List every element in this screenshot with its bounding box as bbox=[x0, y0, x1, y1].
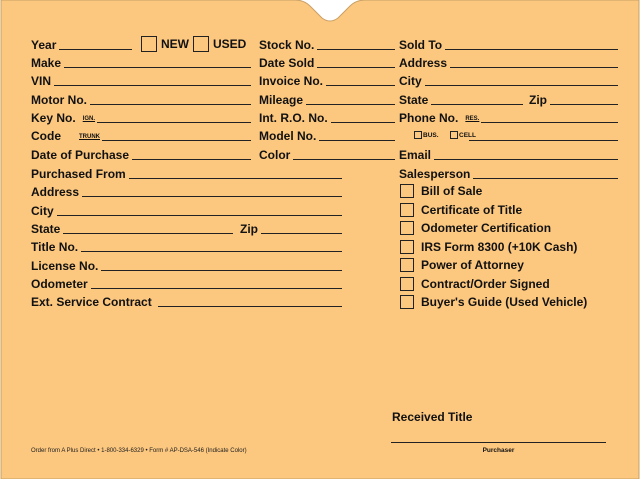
checklist-checkbox[interactable] bbox=[400, 203, 414, 217]
phone-no-field[interactable] bbox=[399, 110, 618, 125]
received-title-heading: Received Title bbox=[392, 410, 473, 424]
stock-no-field[interactable] bbox=[259, 37, 395, 52]
checklist-checkbox[interactable] bbox=[400, 184, 414, 198]
int-ro-no-field[interactable] bbox=[259, 110, 395, 125]
purchased-from-label: Purchased From bbox=[31, 167, 126, 181]
buyer-city-label: City bbox=[399, 74, 422, 88]
cell-checkbox[interactable] bbox=[450, 131, 458, 139]
checklist-label: Certificate of Title bbox=[421, 202, 523, 217]
ext-service-contract-field[interactable] bbox=[31, 294, 342, 309]
checklist-item[interactable] bbox=[400, 294, 587, 309]
key-no-label: Key No. bbox=[31, 111, 76, 125]
sold-to-field[interactable] bbox=[399, 37, 618, 52]
buyer-address-field[interactable] bbox=[399, 55, 618, 70]
new-checkbox[interactable] bbox=[141, 36, 157, 52]
make-label: Make bbox=[31, 56, 62, 70]
int-ro-no-label: Int. R.O. No. bbox=[259, 111, 328, 125]
email-field[interactable] bbox=[399, 147, 618, 162]
order-footer: Order from A Plus Direct • 1-800-334-6329 • Form # AP-DSA-546 (Indicate Color) bbox=[31, 448, 247, 454]
code-label: Code bbox=[31, 129, 61, 143]
phone-type-row bbox=[414, 128, 618, 143]
checklist-item[interactable] bbox=[400, 257, 524, 272]
new-used-options bbox=[141, 35, 246, 53]
checklist-checkbox[interactable] bbox=[400, 295, 414, 309]
license-no-label: License No. bbox=[31, 259, 99, 273]
motor-no-label: Motor No. bbox=[31, 93, 87, 107]
bus-label: BUS. bbox=[423, 131, 439, 139]
vin-label: VIN bbox=[31, 74, 52, 88]
invoice-no-label: Invoice No. bbox=[259, 74, 324, 88]
checklist-label: Odometer Certification bbox=[421, 220, 552, 235]
salesperson-label: Salesperson bbox=[399, 167, 471, 181]
used-label: USED bbox=[213, 37, 247, 51]
checklist-checkbox[interactable] bbox=[400, 240, 414, 254]
res-label: RES. bbox=[465, 116, 480, 122]
checklist-label: Power of Attorney bbox=[421, 257, 524, 272]
checklist-label: IRS Form 8300 (+10K Cash) bbox=[421, 239, 578, 254]
year-field[interactable] bbox=[31, 37, 132, 52]
seller-address-label: Address bbox=[31, 185, 80, 199]
model-no-field[interactable] bbox=[259, 128, 395, 143]
purchased-from-field[interactable] bbox=[31, 166, 342, 181]
buyer-address-label: Address bbox=[399, 56, 448, 70]
seller-zip-label: Zip bbox=[240, 222, 258, 236]
phone-no-label: Phone No. bbox=[399, 111, 459, 125]
used-checkbox[interactable] bbox=[193, 36, 209, 52]
purchaser-label: Purchaser bbox=[482, 447, 515, 454]
alt-phone-line[interactable] bbox=[469, 140, 618, 141]
checklist-item[interactable] bbox=[400, 202, 522, 217]
checklist-item[interactable] bbox=[400, 220, 551, 235]
checklist-item[interactable] bbox=[400, 239, 577, 254]
seller-zip-field[interactable] bbox=[240, 221, 342, 236]
checklist-label: Buyer's Guide (Used Vehicle) bbox=[421, 294, 588, 309]
date-of-purchase-label: Date of Purchase bbox=[31, 148, 130, 162]
ext-service-contract-label: Ext. Service Contract bbox=[31, 295, 152, 309]
checklist-checkbox[interactable] bbox=[400, 221, 414, 235]
ign-label: IGN. bbox=[82, 116, 96, 122]
seller-city-field[interactable] bbox=[31, 203, 342, 218]
purchaser-signature-line[interactable] bbox=[391, 442, 606, 443]
buyer-zip-label: Zip bbox=[529, 93, 547, 107]
odometer-label: Odometer bbox=[31, 277, 88, 291]
vin-field[interactable] bbox=[31, 73, 251, 88]
buyer-state-field[interactable] bbox=[399, 92, 523, 107]
sold-to-label: Sold To bbox=[399, 38, 443, 52]
date-sold-field[interactable] bbox=[259, 55, 395, 70]
bus-option[interactable] bbox=[414, 131, 439, 139]
bus-checkbox[interactable] bbox=[414, 131, 422, 139]
buyer-zip-field[interactable] bbox=[529, 92, 618, 107]
cell-label: CELL bbox=[459, 131, 476, 139]
checklist-checkbox[interactable] bbox=[400, 258, 414, 272]
license-no-field[interactable] bbox=[31, 258, 342, 273]
date-of-purchase-field[interactable] bbox=[31, 147, 251, 162]
date-sold-label: Date Sold bbox=[259, 56, 315, 70]
salesperson-field[interactable] bbox=[399, 166, 618, 181]
buyer-city-field[interactable] bbox=[399, 73, 618, 88]
year-label: Year bbox=[31, 38, 57, 52]
checklist-item[interactable] bbox=[400, 183, 482, 198]
seller-state-field[interactable] bbox=[31, 221, 233, 236]
email-label: Email bbox=[399, 148, 432, 162]
odometer-field[interactable] bbox=[31, 276, 342, 291]
code-field[interactable] bbox=[31, 128, 251, 143]
cell-option[interactable] bbox=[450, 131, 476, 139]
key-no-field[interactable] bbox=[31, 110, 251, 125]
checklist-item[interactable] bbox=[400, 276, 550, 291]
motor-no-field[interactable] bbox=[31, 92, 251, 107]
seller-city-label: City bbox=[31, 204, 54, 218]
new-label: NEW bbox=[161, 37, 189, 51]
title-no-field[interactable] bbox=[31, 239, 342, 254]
checklist-label: Contract/Order Signed bbox=[421, 276, 550, 291]
invoice-no-field[interactable] bbox=[259, 73, 395, 88]
checklist-checkbox[interactable] bbox=[400, 277, 414, 291]
buyer-state-label: State bbox=[399, 93, 429, 107]
color-label: Color bbox=[259, 148, 291, 162]
color-field[interactable] bbox=[259, 147, 395, 162]
checklist-label: Bill of Sale bbox=[421, 183, 483, 198]
mileage-field[interactable] bbox=[259, 92, 395, 107]
mileage-label: Mileage bbox=[259, 93, 304, 107]
stock-no-label: Stock No. bbox=[259, 38, 315, 52]
trunk-label: TRUNK bbox=[79, 134, 100, 140]
seller-state-label: State bbox=[31, 222, 61, 236]
model-no-label: Model No. bbox=[259, 129, 317, 143]
title-no-label: Title No. bbox=[31, 240, 79, 254]
seller-address-field[interactable] bbox=[31, 184, 342, 199]
make-field[interactable] bbox=[31, 55, 251, 70]
